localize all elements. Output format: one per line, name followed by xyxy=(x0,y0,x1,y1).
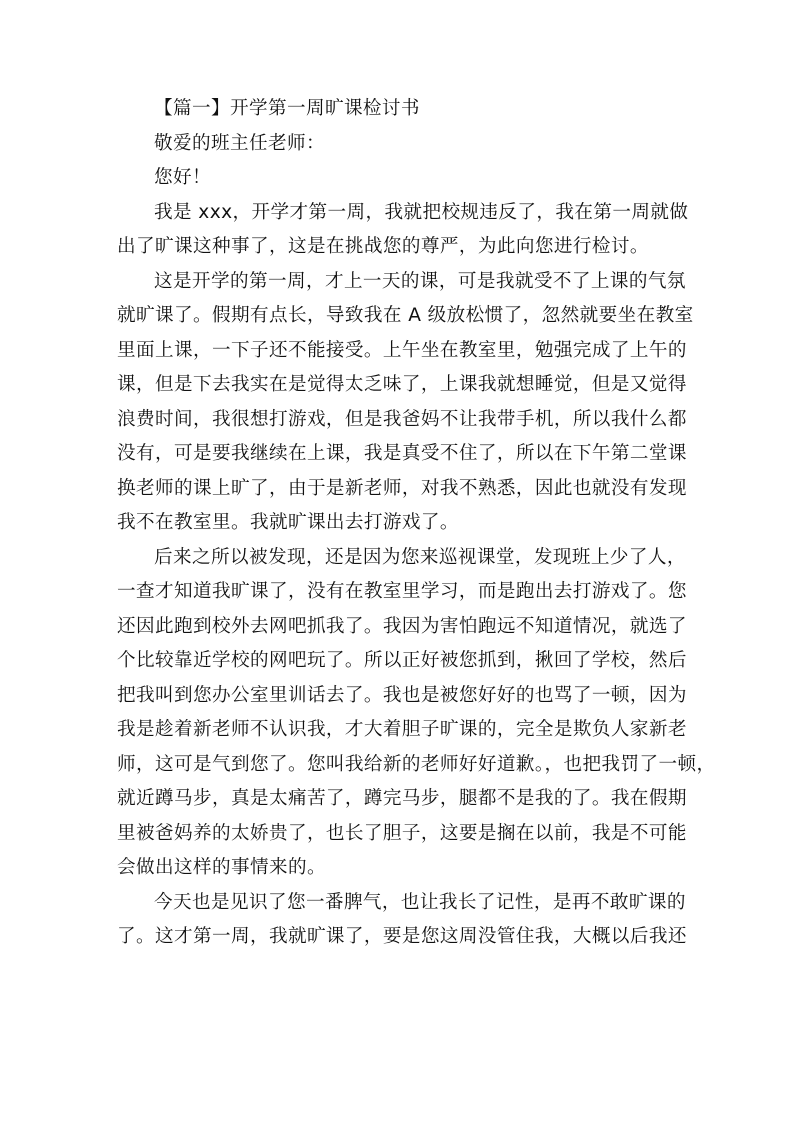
paragraph-3-line-4: 个比较靠近学校的网吧玩了。所以正好被您抓到，揪回了学校，然后 xyxy=(117,650,687,671)
paragraph-1-line-1: 我是 xxx，开学才第一周，我就把校规违反了，我在第一周就做 xyxy=(154,201,689,223)
paragraph-3-line-7: 师，这可是气到您了。您叫我给新的老师好好道歉。，也把我罚了一顿， xyxy=(117,753,716,775)
paragraph-3-line-10: 会做出这样的事情来的。 xyxy=(117,857,326,878)
paragraph-2-line-7: 换老师的课上旷了，由于是新老师，对我不熟悉，因此也就没有发现 xyxy=(117,477,687,499)
document-body xyxy=(117,92,716,955)
paragraph-3-line-1: 后来之所以被发现，还是因为您来巡视课堂，发现班上少了人， xyxy=(154,546,686,568)
salutation: 敬爱的班主任老师： xyxy=(154,132,325,154)
paragraph-2-line-2: 就旷课了。假期有点长，导致我在 A 级放松惯了，忽然就要坐在教室 xyxy=(117,305,694,326)
paragraph-3-line-6: 我是趁着新老师不认识我，才大着胆子旷课的，完全是欺负人家新老 xyxy=(117,719,687,740)
paragraph-2-line-1: 这是开学的第一周，才上一天的课，可是我就受不了上课的气氛 xyxy=(154,270,686,292)
paragraph-3-line-3: 还因此跑到校外去网吧抓我了。我因为害怕跑远不知道情况，就选了 xyxy=(117,615,687,637)
paragraph-3-line-5: 把我叫到您办公室里训话去了。我也是被您好好的也骂了一顿，因为 xyxy=(117,684,687,706)
paragraph-3-line-2: 一查才知道我旷课了，没有在教室里学习，而是跑出去打游戏了。您 xyxy=(117,581,687,602)
paragraph-4-line-2: 了。这才第一周，我就旷课了，要是您这周没管住我，大概以后我还 xyxy=(117,926,687,947)
paragraph-3-line-9: 里被爸妈养的太娇贵了，也长了胆子，这要是搁在以前，我是不可能 xyxy=(117,822,687,844)
paragraph-2-line-5: 浪费时间，我很想打游戏，但是我爸妈不让我带手机，所以我什么都 xyxy=(117,408,687,430)
paragraph-2-line-3: 里面上课，一下子还不能接受。上午坐在教室里，勉强完成了上午的 xyxy=(117,339,687,361)
paragraph-3-line-8: 就近蹲马步，真是太痛苦了，蹲完马步，腿都不是我的了。我在假期 xyxy=(117,788,687,809)
paragraph-2-line-8: 我不在教室里。我就旷课出去打游戏了。 xyxy=(117,512,459,533)
paragraph-1-line-2: 出了旷课这种事了，这是在挑战您的尊严，为此向您进行检讨。 xyxy=(117,236,649,257)
paragraph-2-line-4: 课，但是下去我实在是觉得太乏味了，上课我就想睡觉，但是又觉得 xyxy=(117,374,687,395)
greeting: 您好！ xyxy=(154,167,211,188)
paragraph-2-line-6: 没有，可是要我继续在上课，我是真受不住了，所以在下午第二堂课 xyxy=(117,443,687,464)
paragraph-4-line-1: 今天也是见识了您一番脾气，也让我长了记性，是再不敢旷课的 xyxy=(154,891,686,913)
document-title: 【篇一】开学第一周旷课检讨书 xyxy=(154,98,420,119)
